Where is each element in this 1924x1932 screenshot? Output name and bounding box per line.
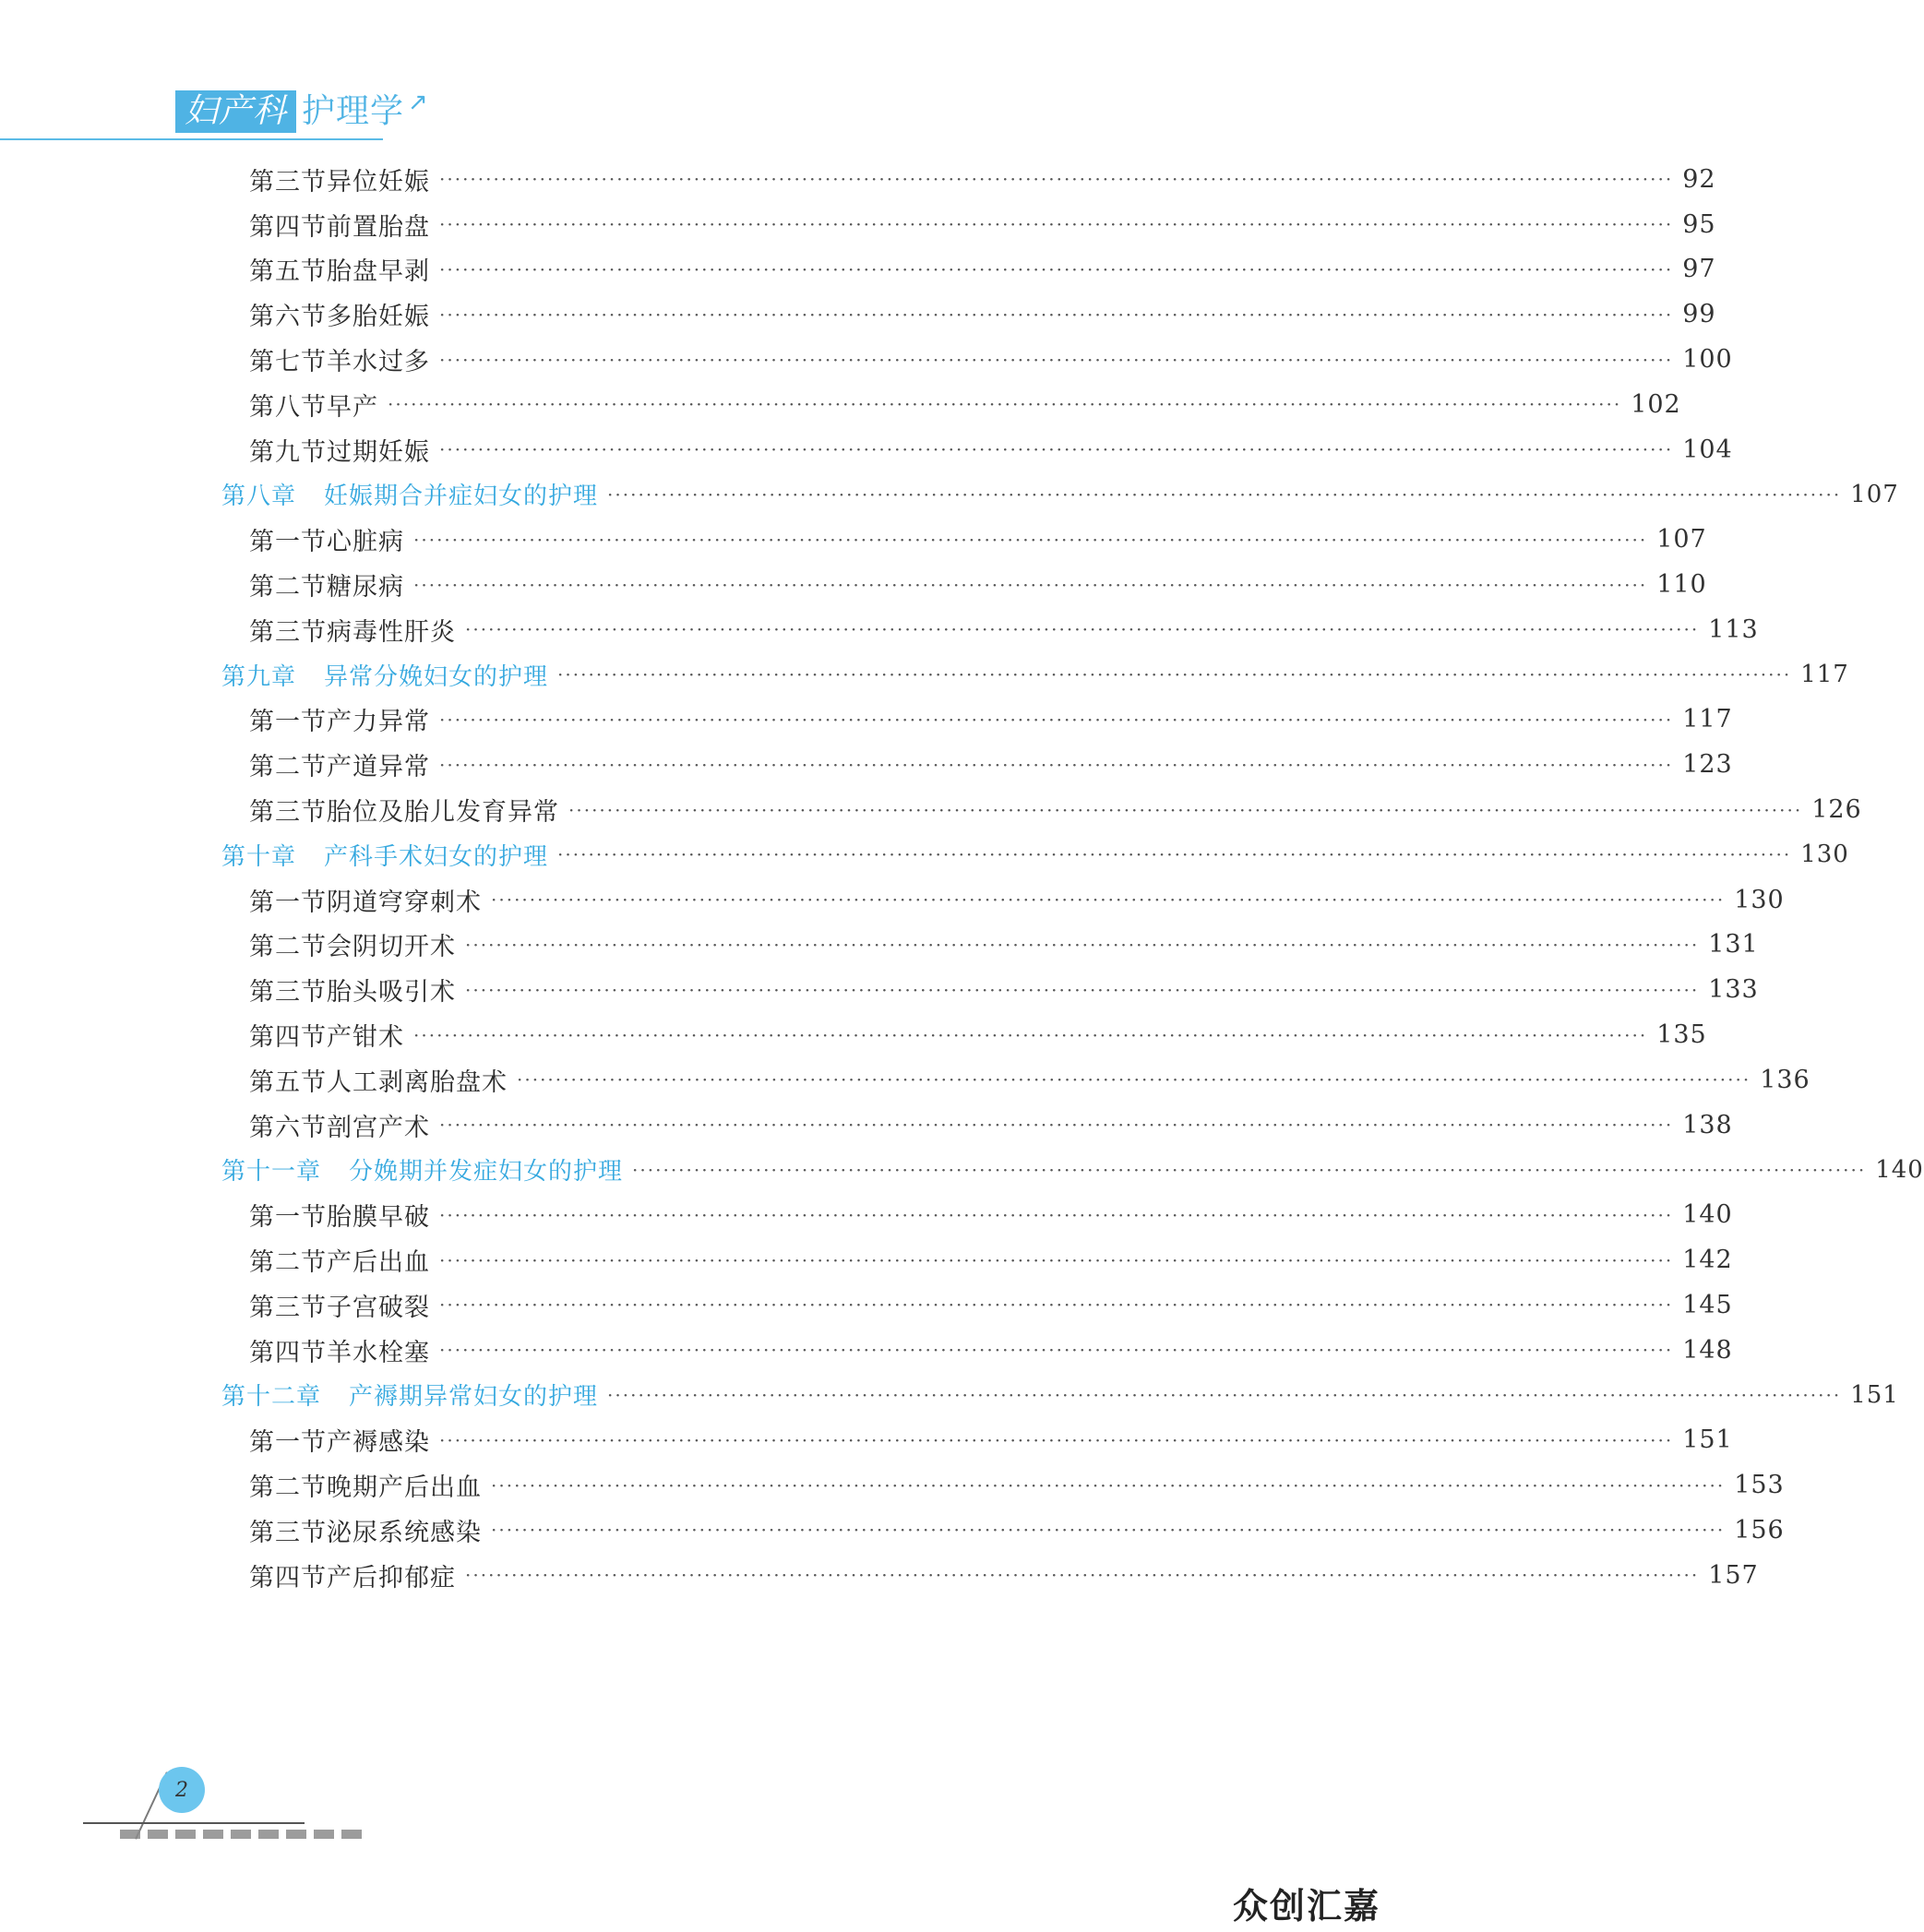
toc-page-number: 148 <box>1682 1335 1733 1365</box>
toc-leader-dots: ································································································································································ <box>439 438 1674 461</box>
toc-section-row[interactable] <box>221 923 1759 968</box>
toc-page-number: 104 <box>1682 435 1733 464</box>
toc-entry-title: 产科手术妇女的护理 <box>324 842 549 871</box>
toc-entry-number: 第三节 <box>249 167 327 197</box>
toc-page-number: 110 <box>1656 570 1707 600</box>
toc-entry-title: 胎盘早剥 <box>327 257 430 287</box>
toc-entry-title: 心脏病 <box>327 528 404 557</box>
toc-page-number: 102 <box>1631 389 1681 419</box>
toc-leader-dots: ································································································································································ <box>439 1203 1674 1226</box>
toc-page-number: 151 <box>1850 1380 1899 1409</box>
toc-entry-number: 第四节 <box>249 1338 327 1367</box>
toc-page-number: 117 <box>1682 705 1733 734</box>
toc-entry-title: 晚期产后出血 <box>327 1473 482 1502</box>
toc-leader-dots: ································································································································································ <box>607 1383 1842 1406</box>
toc-section-row[interactable] <box>221 1462 1785 1508</box>
toc-leader-dots: ································································································································································ <box>439 348 1674 371</box>
toc-page-number: 151 <box>1682 1425 1733 1455</box>
toc-entry-title: 产褥期异常妇女的护理 <box>349 1383 599 1412</box>
toc-entry-title: 异位妊娠 <box>327 167 430 197</box>
toc-leader-dots: ································································································································································ <box>568 798 1803 821</box>
toc-page-number: 130 <box>1734 885 1785 914</box>
toc-section-row[interactable] <box>221 742 1733 787</box>
toc-leader-dots: ································································································································································ <box>465 1564 1700 1587</box>
toc-page-number: 117 <box>1800 661 1849 689</box>
toc-page-number: 100 <box>1682 345 1733 375</box>
toc-entry-number: 第八章 <box>221 483 297 511</box>
toc-entry-number: 第二节 <box>249 753 327 782</box>
toc-entry-title: 会阴切开术 <box>327 933 456 962</box>
toc-entry-number: 第九节 <box>249 437 327 467</box>
toc-entry-number: 第二节 <box>249 1248 327 1278</box>
toc-page-number: 135 <box>1656 1020 1707 1050</box>
toc-entry-title: 异常分娩妇女的护理 <box>324 662 549 691</box>
toc-entry-number: 第五节 <box>249 257 327 287</box>
toc-leader-dots: ································································································································································ <box>439 303 1674 326</box>
toc-section-row[interactable] <box>221 202 1716 247</box>
toc-page-number: 133 <box>1708 975 1759 1005</box>
toc-entry-number: 第二节 <box>249 933 327 962</box>
toc-entry-number: 第六节 <box>249 1113 327 1142</box>
arrow-icon: ↗ <box>408 89 428 116</box>
toc-section-row[interactable] <box>221 1192 1733 1237</box>
toc-section-row[interactable] <box>221 427 1733 472</box>
page-number: 2 <box>159 1767 205 1813</box>
toc-entry-number: 第六节 <box>249 303 327 332</box>
toc-section-row[interactable] <box>221 562 1707 607</box>
toc-page-number: 140 <box>1682 1200 1733 1230</box>
toc-entry-title: 羊水栓塞 <box>327 1338 430 1367</box>
toc-page-number: 95 <box>1682 209 1716 239</box>
page-footer <box>83 1767 378 1841</box>
toc-entry-number: 第一节 <box>249 708 327 737</box>
toc-entry-number: 第三节 <box>249 1518 327 1547</box>
toc-leader-dots: ································································································································································ <box>465 618 1700 641</box>
toc-page-number: 145 <box>1682 1290 1733 1319</box>
toc-section-row[interactable] <box>221 247 1716 292</box>
toc-leader-dots: ································································································································································ <box>439 257 1674 280</box>
toc-entry-title: 泌尿系统感染 <box>327 1518 482 1547</box>
toc-chapter-row[interactable] <box>221 472 1899 518</box>
toc-section-row[interactable] <box>221 157 1716 202</box>
toc-leader-dots: ································································································································································ <box>491 1473 1726 1497</box>
toc-leader-dots: ································································································································································ <box>413 573 1648 596</box>
toc-leader-dots: ································································································································································ <box>632 1158 1867 1181</box>
toc-chapter-row[interactable] <box>221 1373 1899 1418</box>
toc-entry-number: 第七节 <box>249 348 327 377</box>
toc-entry-title: 胎膜早破 <box>327 1203 430 1233</box>
page-header <box>0 0 1388 148</box>
toc-entry-title: 子宫破裂 <box>327 1293 430 1322</box>
toc-leader-dots: ································································································································································ <box>439 1114 1674 1137</box>
toc-entry-title: 分娩期并发症妇女的护理 <box>349 1158 624 1187</box>
toc-page-number: 153 <box>1734 1471 1785 1499</box>
toc-entry-number: 第一节 <box>249 1428 327 1458</box>
toc-leader-dots: ································································································································································ <box>439 1294 1674 1317</box>
toc-section-row[interactable] <box>221 607 1759 652</box>
toc-section-row[interactable] <box>221 337 1733 382</box>
toc-chapter-row[interactable] <box>221 1148 1924 1193</box>
toc-entry-title: 病毒性肝炎 <box>327 617 456 647</box>
toc-leader-dots: ································································································································································ <box>388 393 1622 416</box>
toc-section-row[interactable] <box>221 1282 1733 1328</box>
toc-entry-title: 产力异常 <box>327 708 430 737</box>
toc-leader-dots: ································································································································································ <box>557 843 1792 866</box>
table-of-contents <box>221 157 1924 1598</box>
toc-section-row[interactable] <box>221 382 1681 427</box>
toc-leader-dots: ································································································································································ <box>439 213 1674 236</box>
toc-entry-title: 产钳术 <box>327 1023 404 1053</box>
toc-leader-dots: ································································································································································ <box>439 753 1674 776</box>
toc-chapter-row[interactable] <box>221 652 1849 698</box>
toc-entry-title: 产后抑郁症 <box>327 1563 456 1592</box>
toc-page-number: 126 <box>1811 795 1862 825</box>
toc-leader-dots: ································································································································································ <box>607 483 1842 506</box>
toc-leader-dots: ································································································································································ <box>465 978 1700 1001</box>
toc-page-number: 99 <box>1682 300 1716 329</box>
toc-page-number: 157 <box>1708 1560 1759 1590</box>
toc-section-row[interactable] <box>221 1328 1733 1373</box>
toc-section-row[interactable] <box>221 517 1707 562</box>
toc-section-row[interactable] <box>221 1417 1733 1462</box>
toc-section-row[interactable] <box>221 292 1716 337</box>
toc-leader-dots: ································································································································································ <box>491 888 1726 912</box>
toc-page-number: 140 <box>1875 1155 1924 1184</box>
toc-page-number: 138 <box>1682 1110 1733 1139</box>
toc-page-number: 107 <box>1656 525 1707 555</box>
toc-entry-number: 第三节 <box>249 798 327 828</box>
toc-page-number: 92 <box>1682 164 1716 194</box>
toc-entry-number: 第十一章 <box>221 1158 322 1187</box>
toc-leader-dots: ································································································································································ <box>491 1519 1726 1542</box>
toc-page-number: 107 <box>1850 480 1899 508</box>
toc-entry-title: 产道异常 <box>327 753 430 782</box>
toc-entry-title: 前置胎盘 <box>327 212 430 242</box>
footer-dashes <box>120 1830 369 1839</box>
toc-section-row[interactable] <box>221 698 1733 743</box>
toc-entry-number: 第四节 <box>249 1563 327 1592</box>
toc-entry-number: 第三节 <box>249 978 327 1008</box>
toc-chapter-row[interactable] <box>221 832 1849 877</box>
toc-leader-dots: ································································································································································ <box>413 1023 1648 1046</box>
toc-page-number: 113 <box>1708 614 1759 644</box>
toc-entry-title: 产后出血 <box>327 1248 430 1278</box>
toc-entry-number: 第九章 <box>221 662 297 691</box>
toc-section-row[interactable] <box>221 1012 1707 1057</box>
toc-entry-title: 胎头吸引术 <box>327 978 456 1008</box>
toc-section-row[interactable] <box>221 967 1759 1012</box>
toc-entry-title: 多胎妊娠 <box>327 303 430 332</box>
toc-entry-title: 早产 <box>327 392 378 422</box>
header-rule <box>0 138 383 140</box>
watermark: 众创汇嘉 <box>1232 1886 1380 1926</box>
toc-section-row[interactable] <box>221 1237 1733 1282</box>
toc-leader-dots: ································································································································································ <box>557 663 1792 686</box>
toc-entry-title: 人工剥离胎盘术 <box>327 1067 508 1097</box>
toc-page-number: 131 <box>1708 930 1759 960</box>
toc-leader-dots: ································································································································································ <box>439 1428 1674 1451</box>
toc-page-number: 136 <box>1760 1065 1810 1094</box>
toc-leader-dots: ································································································································································ <box>439 708 1674 731</box>
toc-entry-title: 过期妊娠 <box>327 437 430 467</box>
toc-entry-title: 胎位及胎儿发育异常 <box>327 798 559 828</box>
toc-entry-number: 第五节 <box>249 1067 327 1097</box>
toc-entry-title: 妊娠期合并症妇女的护理 <box>324 483 599 511</box>
toc-section-row[interactable] <box>221 877 1785 923</box>
toc-leader-dots: ································································································································································ <box>517 1068 1751 1091</box>
toc-entry-number: 第二节 <box>249 573 327 602</box>
toc-leader-dots: ································································································································································ <box>439 168 1674 191</box>
toc-page-number: 97 <box>1682 255 1716 284</box>
toc-section-row[interactable] <box>221 1553 1759 1598</box>
book-title <box>175 89 428 135</box>
toc-entry-number: 第一节 <box>249 1203 327 1233</box>
toc-entry-number: 第二节 <box>249 1473 327 1502</box>
toc-page-number: 130 <box>1800 841 1849 869</box>
toc-section-row[interactable] <box>221 1057 1810 1103</box>
footer-rule <box>83 1822 305 1824</box>
toc-leader-dots: ································································································································································ <box>413 528 1648 551</box>
toc-entry-number: 第八节 <box>249 392 327 422</box>
toc-entry-number: 第三节 <box>249 617 327 647</box>
toc-entry-title: 阴道穹穿刺术 <box>327 888 482 917</box>
book-title-part1: 妇产科 <box>175 90 296 133</box>
toc-entry-number: 第四节 <box>249 212 327 242</box>
toc-entry-number: 第三节 <box>249 1293 327 1322</box>
toc-leader-dots: ································································································································································ <box>465 933 1700 956</box>
toc-entry-number: 第一节 <box>249 888 327 917</box>
toc-section-row[interactable] <box>221 787 1862 832</box>
book-title-part2: 护理学 <box>302 92 405 130</box>
toc-entry-number: 第一节 <box>249 528 327 557</box>
toc-section-row[interactable] <box>221 1103 1733 1148</box>
toc-page-number: 156 <box>1734 1515 1785 1544</box>
toc-page-number: 123 <box>1682 750 1733 780</box>
toc-entry-number: 第四节 <box>249 1023 327 1053</box>
toc-section-row[interactable] <box>221 1508 1785 1553</box>
toc-page-number: 142 <box>1682 1246 1733 1275</box>
toc-entry-title: 产褥感染 <box>327 1428 430 1458</box>
toc-entry-title: 羊水过多 <box>327 348 430 377</box>
toc-entry-number: 第十二章 <box>221 1383 322 1412</box>
toc-leader-dots: ································································································································································ <box>439 1339 1674 1362</box>
toc-entry-title: 剖宫产术 <box>327 1113 430 1142</box>
toc-entry-title: 糖尿病 <box>327 573 404 602</box>
toc-leader-dots: ································································································································································ <box>439 1248 1674 1271</box>
toc-entry-number: 第十章 <box>221 842 297 871</box>
